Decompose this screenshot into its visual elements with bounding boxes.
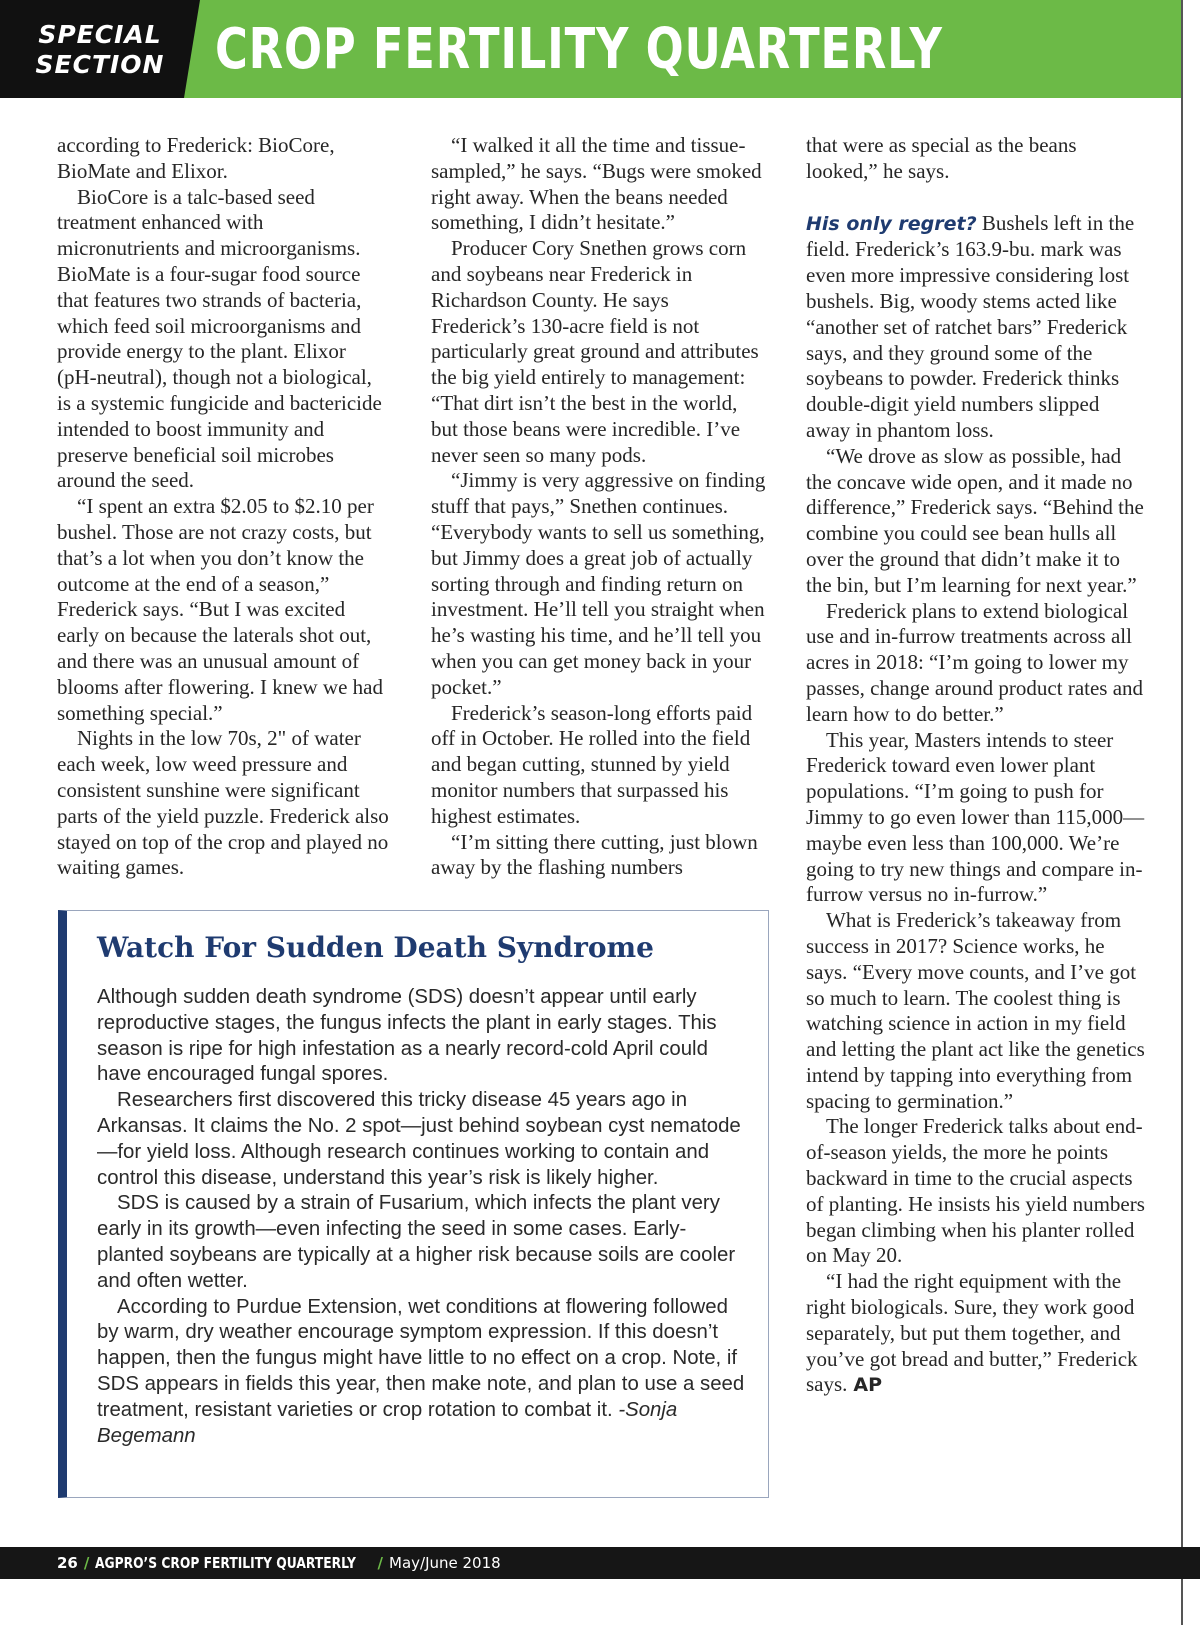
special-section-label: SPECIAL SECTION: [35, 20, 165, 79]
paragraph: According to Purdue Extension, wet conditions at flowering followed by warm, dry weather encourage symptom expression. If this doesn’t happen, then the fungus might have little to no effect on a crop. Note, if SDS appears in fields this year, then make note, and plan to use a seed treatment, resistant varieties or crop rotation to combat it. -Sonja Begemann: [97, 1295, 745, 1447]
paragraph: “Jimmy is very aggressive on finding stuff that pays,” Snethen continues. “Everybody wants to sell us something, but Jimmy does a great job of actually sorting through and finding return on investment. He’ll tell you straight when he’s wasting his time, and he’ll tell you when you can get money back in your pocket.”: [431, 468, 766, 699]
lead-in: His only regret?: [806, 212, 977, 235]
paragraph: Frederick plans to extend biological use and in-furrow treatments across all acres in 2018: “I’m going to lower my passes, change around product rates and learn how to do better.”: [806, 598, 1144, 726]
paragraph: What is Frederick’s takeaway from success in 2017? Science works, he says. “Every move counts, and I’ve got so much to learn. The coolest thing is watching science in action in my field and letting the plant act like the genetics intend by tapping into everything from spacing to germination.”: [806, 908, 1145, 1113]
paragraph: Frederick’s season-long efforts paid off in October. He rolled into the field and began cutting, stunned by yield monitor numbers that surpassed his highest estimates.: [431, 700, 753, 828]
paragraph: that were as special as the beans looked,” he says.: [806, 133, 1077, 183]
byline: -Sonja Begemann: [97, 1398, 678, 1447]
article-column-2: [431, 133, 767, 881]
paragraph: “I had the right equipment with the right biologicals. Sure, they work good separately, but put them together, and you’ve got bread and butter,” Frederick says. AP: [806, 1269, 1138, 1397]
publication-name: AGPRO’S CROP FERTILITY QUARTERLY: [95, 1554, 357, 1572]
issue-date: May/June 2018: [389, 1554, 501, 1572]
paragraph: Although sudden death syndrome (SDS) doesn’t appear until early reproductive stages, the fungus infects the plant in early stages. This season is ripe for high infestation as a nearly record-cold April could have encouraged fungal spores.: [97, 986, 717, 1086]
sidebar-title: Watch For Sudden Death Syndrome: [97, 931, 654, 964]
separator: /: [377, 1554, 384, 1572]
page-footer: [0, 1547, 1200, 1579]
paragraph: SDS is caused by a strain of Fusarium, which infects the plant very early in its growth—even infecting the seed in some cases. Early-planted soybeans are typically at a higher risk because soils are cooler and often wetter.: [97, 1192, 736, 1292]
author-signoff: AP: [853, 1374, 883, 1397]
paragraph: according to Frederick: BioCore, BioMate and Elixor.: [57, 133, 335, 183]
paragraph: “I walked it all the time and tissue-sampled,” he says. “Bugs were smoked right away. When the beans needed something, I didn’t hesitate.”: [431, 133, 762, 235]
page-number: 26: [57, 1554, 78, 1572]
paragraph: His only regret? Bushels left in the field. Frederick’s 163.9-bu. mark was even more impressive considering lost bushels. Big, woody stems acted like “another set of ratchet bars” Frederick says, and they ground some of the soybeans to powder. Frederick thinks double-digit yield numbers slipped away in phantom loss.: [806, 210, 1135, 442]
paragraph: This year, Masters intends to steer Frederick toward even lower plant populations. “I’m going to push for Jimmy to go even lower than 115,000—maybe even less than 100,000. We’re going to try new things and compare in-furrow versus no in-furrow.”: [806, 727, 1145, 907]
sidebar-box: [58, 910, 769, 1498]
section-header: [0, 0, 1183, 98]
paragraph: The longer Frederick talks about end-of-season yields, the more he points backward in time to the crucial aspects of planting. He insists his yield numbers began climbing when his planter rolled on May 20.: [806, 1114, 1145, 1268]
paragraph: “I spent an extra $2.05 to $2.10 per bushel. Those are not crazy costs, but that’s a lot when you don’t know the outcome at the end of a season,” Frederick says. “But I was excited early on because the laterals shot out, and there was an unusual amount of blooms after flowering. I knew we had something special.”: [57, 494, 383, 725]
sidebar-body: [97, 985, 747, 1449]
separator: /: [83, 1554, 90, 1572]
article-column-3: [806, 133, 1146, 1399]
paragraph: Nights in the low 70s, 2" of water each week, low weed pressure and consistent sunshine were significant parts of the yield puzzle. Frederick also stayed on top of the crop and played no waiting games.: [57, 726, 389, 880]
paragraph: BioCore is a talc-based seed treatment enhanced with micronutrients and microorganisms. BioMate is a four-sugar food source that features two strands of bacteria, which feed soil microorganisms and provide energy to the plant. Elixor (pH-neutral), though not a biological, is a systemic fungicide and bactericide intended to boost immunity and preserve beneficial soil microbes around the seed.: [57, 184, 382, 493]
footer-text: [57, 1552, 501, 1574]
article-column-1: [57, 133, 389, 881]
paragraph: “I’m sitting there cutting, just blown away by the flashing numbers: [431, 829, 758, 880]
section-title: CROP FERTILITY QUARTERLY: [215, 17, 943, 82]
paragraph: Producer Cory Snethen grows corn and soybeans near Frederick in Richardson County. He says Frederick’s 130-acre field is not particularly great ground and attributes the big yield entirely to management: “That dirt isn’t the best in the world, but those beans were incredible. I’ve never seen so many pods.: [431, 236, 759, 467]
paragraph: “We drove as slow as possible, had the concave wide open, and it made no difference,” Frederick says. “Behind the combine you could see bean hulls all over the ground that didn’t make it to the bin, but I’m learning for next year.”: [806, 443, 1144, 597]
page-edge-rule: [1181, 0, 1183, 1625]
paragraph: Researchers first discovered this tricky disease 45 years ago in Arkansas. It claims the No. 2 spot—just behind soybean cyst nematode—for yield loss. Although research continues working to contain and control this disease, understand this year’s risk is likely higher.: [97, 1089, 741, 1189]
